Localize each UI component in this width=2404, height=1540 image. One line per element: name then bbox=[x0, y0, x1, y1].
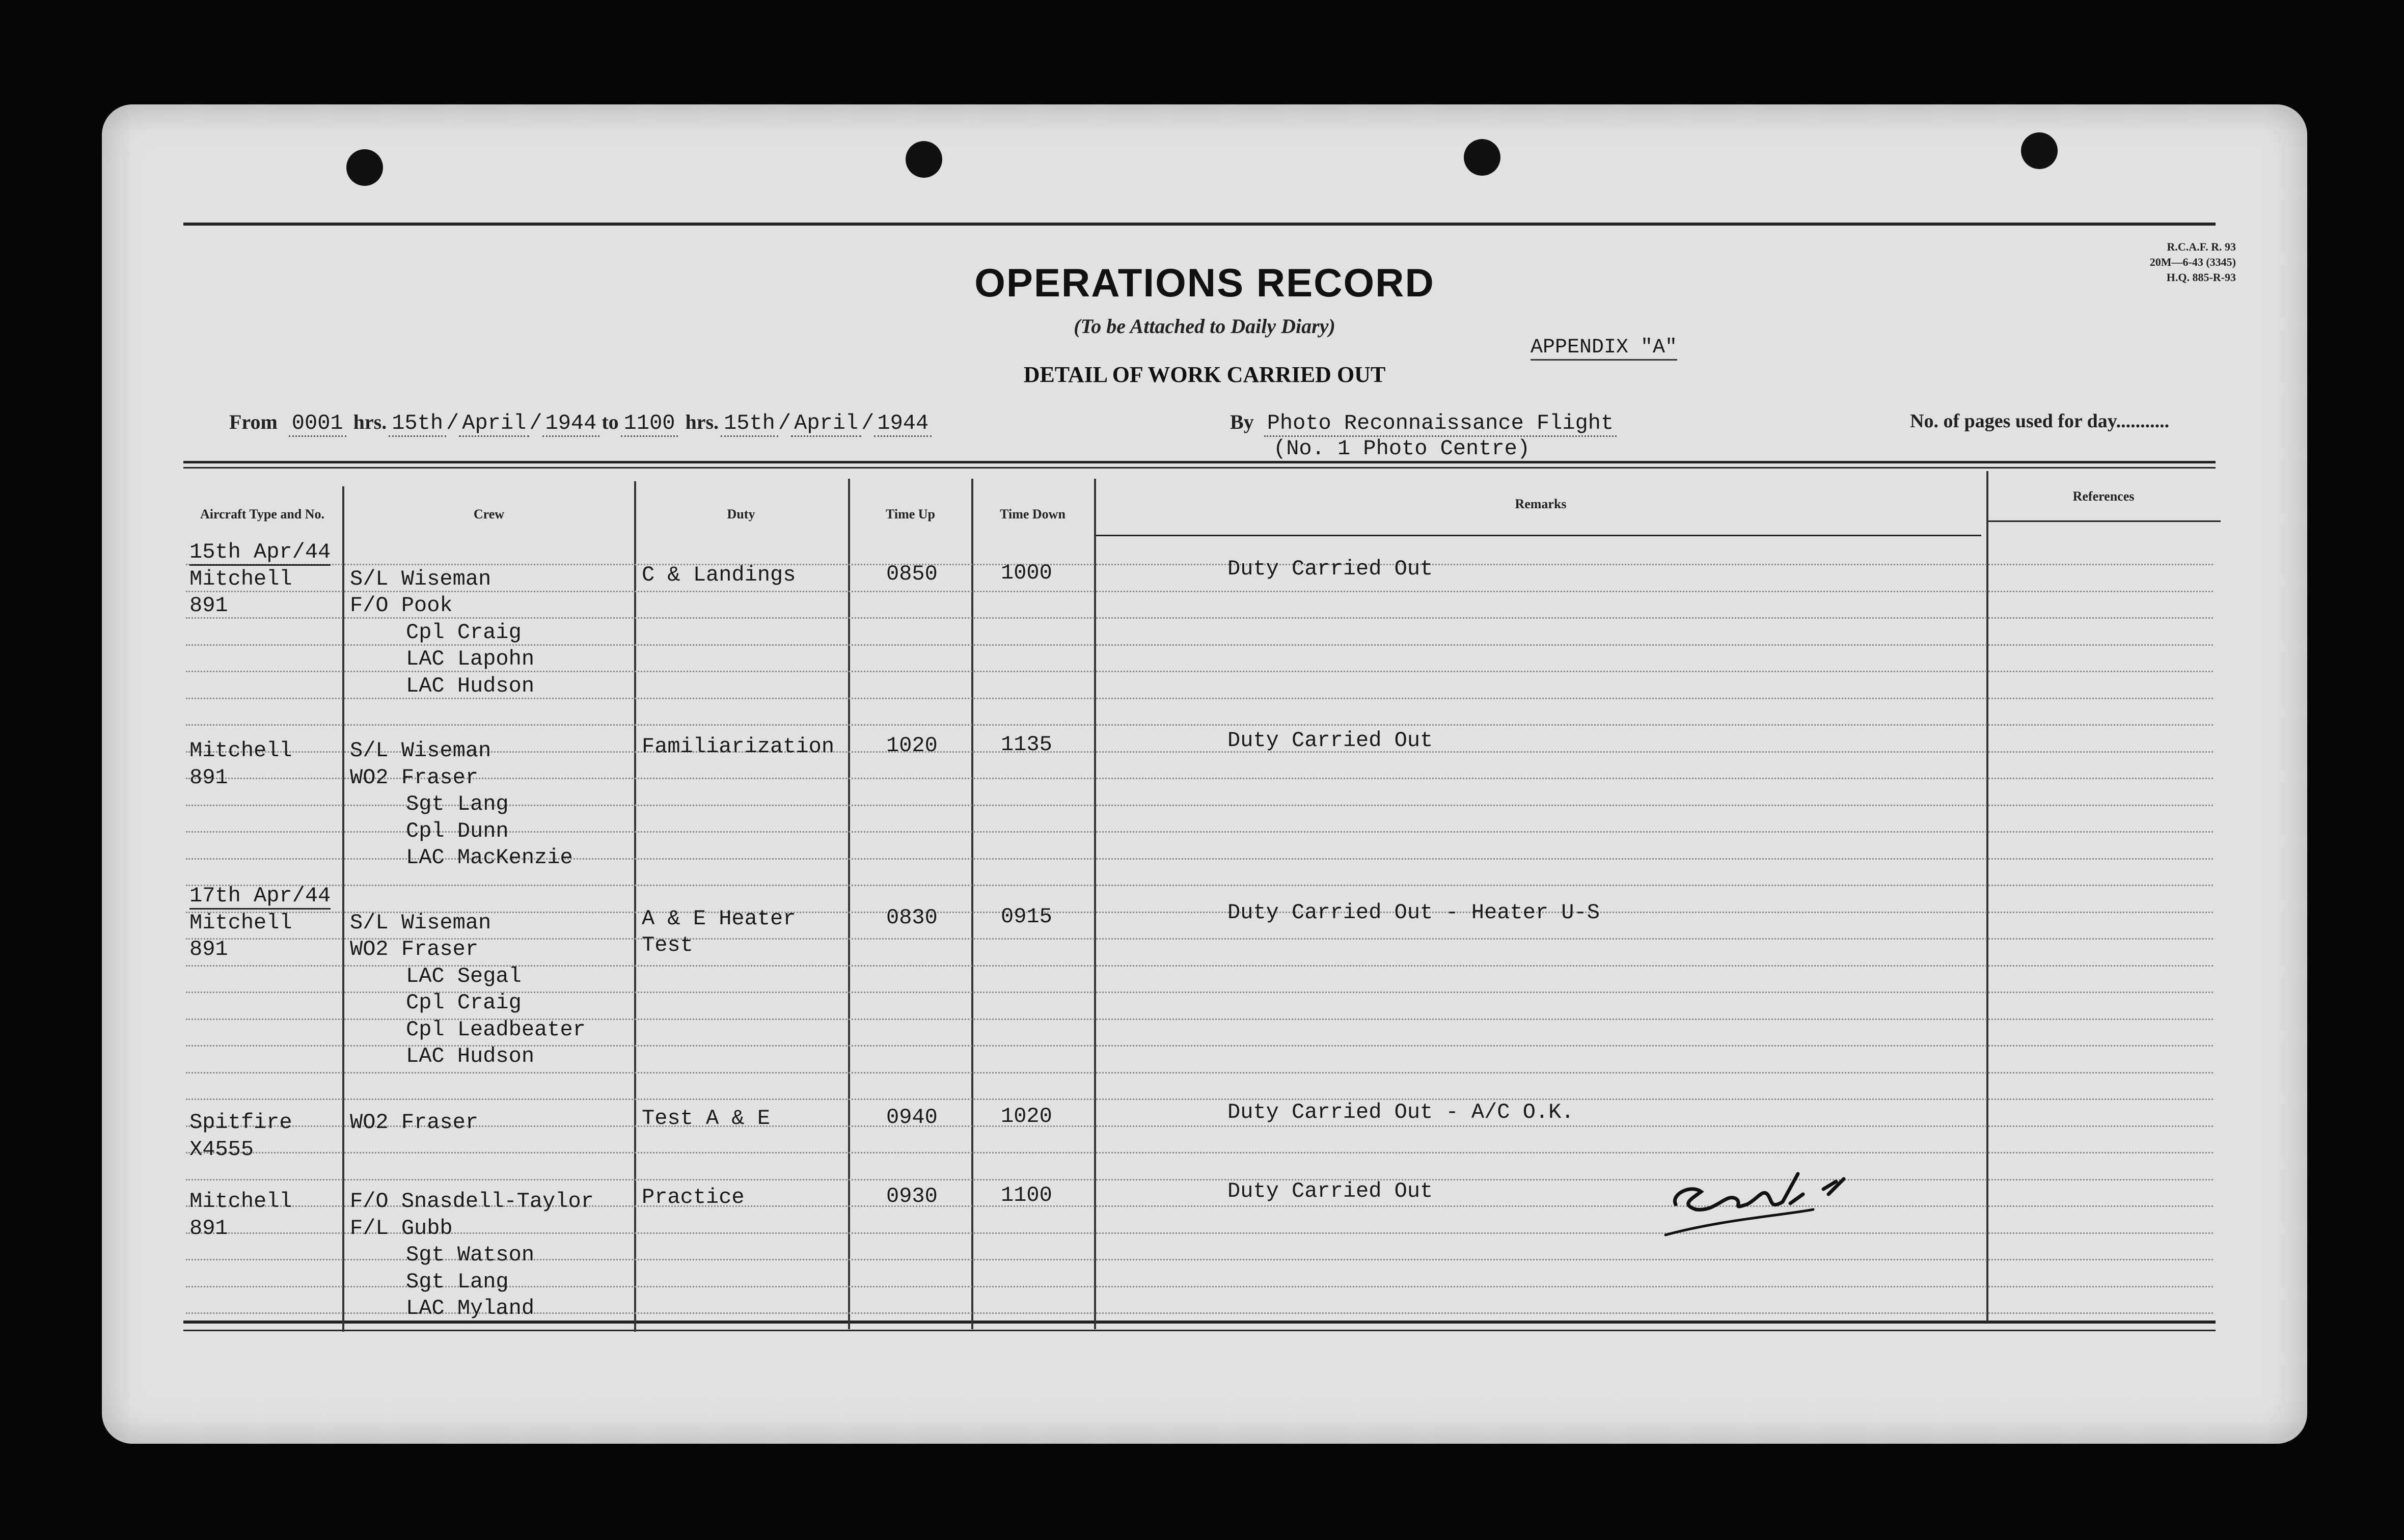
time-up-cell: 0830 bbox=[886, 905, 938, 930]
column-divider bbox=[1094, 479, 1096, 1329]
ruled-line bbox=[186, 724, 2213, 726]
time-up-cell: 0930 bbox=[886, 1184, 938, 1208]
crew-member: WO2 Fraser bbox=[350, 765, 479, 790]
crew-member: F/O Snasdell-Taylor bbox=[350, 1189, 594, 1214]
table-top-rule bbox=[183, 461, 2216, 463]
aircraft-cell: X4555 bbox=[189, 1137, 254, 1162]
unit-line bbox=[1230, 410, 1617, 435]
to-month: April bbox=[791, 411, 861, 437]
from-time: 0001 bbox=[289, 411, 346, 437]
detail-heading: DETAIL OF WORK CARRIED OUT bbox=[1023, 362, 1386, 387]
aircraft-cell: 891 bbox=[189, 937, 228, 961]
time-down-cell: 1135 bbox=[1001, 732, 1052, 757]
crew-member: WO2 Fraser bbox=[350, 1110, 479, 1135]
crew-member: Sgt Lang bbox=[406, 792, 509, 816]
table-bottom-rule bbox=[183, 1321, 2216, 1324]
form-code: R.C.A.F. R. 93 bbox=[2167, 240, 2236, 253]
crew-member: Cpl Craig bbox=[406, 620, 522, 645]
header-references: References bbox=[2072, 489, 2135, 504]
crew-member: Cpl Leadbeater bbox=[406, 1018, 586, 1042]
crew-member: S/L Wiseman bbox=[350, 911, 491, 935]
references-header-rule bbox=[1986, 520, 2221, 522]
table-bottom-rule bbox=[183, 1330, 2216, 1331]
table-top-rule bbox=[183, 467, 2216, 469]
unit-name: Photo Reconnaissance Flight bbox=[1264, 411, 1617, 437]
to-label: to bbox=[602, 410, 619, 433]
ruled-line bbox=[186, 1072, 2213, 1074]
period-line: From 0001 hrs. 15th / April / 1944 to 1100 hrs. 15th / April / 1944 bbox=[229, 410, 932, 435]
aircraft-cell: Mitchell bbox=[189, 1189, 292, 1214]
crew-member: LAC Hudson bbox=[406, 1044, 535, 1068]
to-year: 1944 bbox=[874, 411, 932, 437]
ruled-line bbox=[186, 1179, 2213, 1180]
duty-cell: A & E Heater bbox=[642, 906, 796, 931]
pages-used-label: No. of pages used for day........... bbox=[1910, 410, 2170, 432]
unit-subname: (No. 1 Photo Centre) bbox=[1273, 436, 1531, 461]
ruled-line bbox=[186, 1125, 2213, 1127]
time-down-cell: 1020 bbox=[1001, 1104, 1052, 1129]
crew-member: Sgt Lang bbox=[406, 1270, 509, 1294]
form-subtitle: (To be Attached to Daily Diary) bbox=[1074, 315, 1335, 338]
entry-date: 15th Apr/44 bbox=[189, 540, 331, 566]
punch-hole bbox=[1464, 139, 1500, 176]
crew-member: S/L Wiseman bbox=[350, 738, 491, 763]
time-down-cell: 1000 bbox=[1001, 561, 1052, 585]
hrs-label: hrs. bbox=[353, 410, 387, 433]
aircraft-cell: Mitchell bbox=[189, 567, 292, 591]
column-divider bbox=[634, 481, 636, 1332]
remarks-cell: Duty Carried Out bbox=[1227, 728, 1433, 753]
punch-hole bbox=[906, 141, 942, 178]
column-divider bbox=[342, 486, 344, 1332]
remarks-cell: Duty Carried Out - A/C O.K. bbox=[1227, 1100, 1574, 1124]
duty-cell: Test bbox=[642, 933, 693, 957]
crew-member: LAC MacKenzie bbox=[406, 845, 573, 870]
ruled-line bbox=[186, 885, 2213, 886]
form-code: 20M—6-43 (3345) bbox=[2149, 256, 2236, 268]
header-time-down: Time Down bbox=[1000, 507, 1066, 521]
crew-member: WO2 Fraser bbox=[350, 937, 479, 961]
aircraft-cell: 891 bbox=[189, 765, 228, 790]
form-code: H.Q. 885-R-93 bbox=[2166, 271, 2236, 284]
punch-hole bbox=[346, 149, 383, 186]
to-time: 1100 bbox=[621, 411, 678, 437]
remarks-header-rule bbox=[1095, 535, 1981, 536]
header-crew: Crew bbox=[473, 507, 505, 521]
crew-member: Cpl Craig bbox=[406, 991, 522, 1015]
crew-member: Cpl Dunn bbox=[406, 819, 509, 843]
column-divider bbox=[848, 479, 850, 1329]
crew-member: S/L Wiseman bbox=[350, 567, 491, 591]
crew-member: LAC Myland bbox=[406, 1296, 535, 1321]
signature bbox=[1660, 1143, 1874, 1240]
to-day: 15th bbox=[721, 411, 778, 437]
aircraft-cell: 891 bbox=[189, 1216, 228, 1241]
ruled-line bbox=[186, 1232, 2213, 1234]
header-remarks: Remarks bbox=[1515, 497, 1567, 511]
time-up-cell: 0850 bbox=[886, 562, 938, 586]
crew-member: LAC Hudson bbox=[406, 674, 535, 698]
header-duty: Duty bbox=[727, 507, 755, 521]
column-divider bbox=[971, 479, 973, 1329]
aircraft-cell: Mitchell bbox=[189, 738, 292, 763]
ruled-line bbox=[186, 778, 2213, 779]
hrs-label: hrs. bbox=[685, 410, 719, 433]
form-codes bbox=[2104, 239, 2236, 285]
by-label: By bbox=[1230, 410, 1254, 433]
time-down-cell: 1100 bbox=[1001, 1183, 1052, 1207]
ruled-line bbox=[186, 1152, 2213, 1153]
time-up-cell: 0940 bbox=[886, 1105, 938, 1130]
aircraft-cell: Spitfire bbox=[189, 1110, 292, 1135]
time-down-cell: 0915 bbox=[1001, 904, 1052, 929]
remarks-cell: Duty Carried Out bbox=[1227, 1179, 1433, 1203]
from-label: From bbox=[229, 410, 278, 433]
aircraft-cell: 891 bbox=[189, 593, 228, 618]
header-aircraft: Aircraft Type and No. bbox=[200, 507, 325, 521]
duty-cell: C & Landings bbox=[642, 563, 796, 587]
crew-member: LAC Lapohn bbox=[406, 647, 535, 671]
column-divider bbox=[1986, 471, 1988, 1322]
remarks-cell: Duty Carried Out bbox=[1227, 557, 1433, 581]
crew-member: LAC Segal bbox=[406, 964, 522, 988]
crew-member: F/L Gubb bbox=[350, 1216, 453, 1241]
ruled-line bbox=[186, 617, 2213, 619]
punch-hole bbox=[2021, 132, 2058, 169]
time-up-cell: 1020 bbox=[886, 733, 938, 758]
duty-cell: Familiarization bbox=[642, 734, 835, 759]
from-day: 15th bbox=[389, 411, 446, 437]
remarks-cell: Duty Carried Out - Heater U-S bbox=[1227, 900, 1600, 925]
top-rule bbox=[183, 223, 2216, 226]
aircraft-cell: Mitchell bbox=[189, 911, 292, 935]
ruled-line bbox=[186, 1098, 2213, 1100]
ruled-line bbox=[186, 938, 2213, 940]
crew-member: F/O Pook bbox=[350, 593, 453, 618]
operations-record-form bbox=[102, 104, 2307, 1444]
duty-cell: Practice bbox=[642, 1185, 745, 1209]
header-time-up: Time Up bbox=[885, 507, 936, 521]
form-title: OPERATIONS RECORD bbox=[974, 260, 1435, 305]
from-year: 1944 bbox=[542, 411, 600, 437]
appendix-label: APPENDIX "A" bbox=[1531, 336, 1677, 361]
crew-member: Sgt Watson bbox=[406, 1243, 535, 1267]
duty-cell: Test A & E bbox=[642, 1106, 771, 1131]
from-month: April bbox=[459, 411, 529, 437]
entry-date: 17th Apr/44 bbox=[189, 884, 331, 910]
ruled-line bbox=[186, 564, 2213, 565]
